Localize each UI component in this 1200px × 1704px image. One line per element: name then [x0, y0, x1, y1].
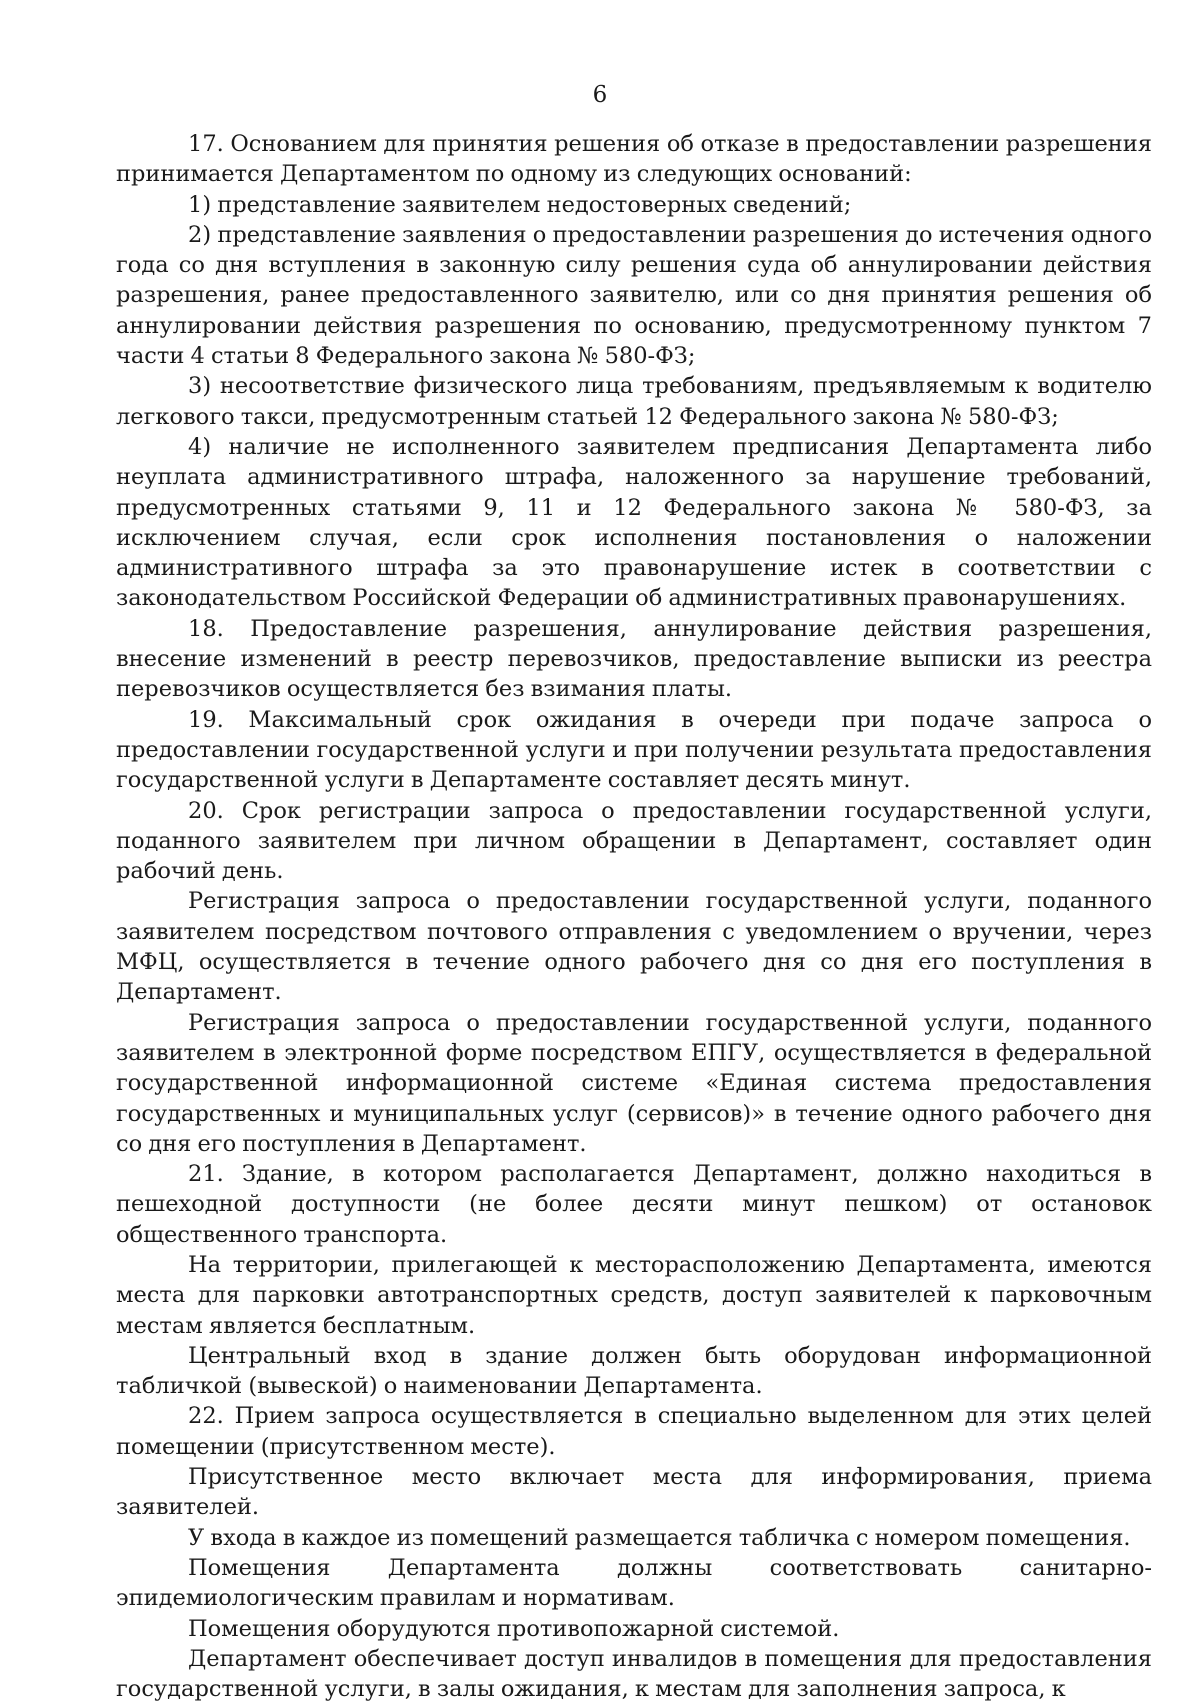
document-body — [116, 129, 1152, 1704]
paragraph-21: 21. Здание, в котором располагается Департамент, должно находиться в пешеходной доступности (не более десяти минут пешком) от остановок общественного транспорта. — [116, 1161, 1152, 1248]
page-number: 6 — [592, 82, 608, 108]
paragraph-17-intro: 17. Основанием для принятия решения об отказе в предоставлении разрешения принимается Департаментом по одному из следующих оснований: — [116, 131, 1152, 188]
paragraph-17-item-4: 4) наличие не исполненного заявителем предписания Департамента либо неуплата административного штрафа, наложенного за нарушение требований, предусмотренных статьями 9, 11 и 12 Федерального закона № 580-ФЗ, за исключением случая, если срок исполнения постановления о наложении административного штрафа за это правонарушение истек в соответствии с законодательством Российской Федерации об административных правонарушениях. — [116, 433, 1152, 612]
paragraph-18: 18. Предоставление разрешения, аннулирование действия разрешения, внесение изменений в реестр перевозчиков, предоставление выписки из реестра перевозчиков осуществляется без взимания платы. — [116, 615, 1152, 703]
paragraph-17-item-1: 1) представление заявителем недостоверных сведений; — [188, 191, 852, 218]
paragraph-22-sign: У входа в каждое из помещений размещается табличка с номером помещения. — [188, 1524, 1131, 1551]
paragraph-17-item-2: 2) представление заявления о предоставлении разрешения до истечения одного года со дня вступления в законную силу решения суда об аннулировании действия разрешения, ранее предоставленного заявителю, или со дня принятия решения об аннулировании действия разрешения по основанию, предусмотренному пунктом 7 части 4 статьи 8 Федерального закона № 580-ФЗ; — [116, 221, 1152, 370]
paragraph-22-fire: Помещения оборудуются противопожарной системой. — [188, 1615, 840, 1642]
paragraph-20-electronic: Регистрация запроса о предоставлении государственной услуги, поданного заявителем в электронной форме посредством ЕПГУ, осуществляется в федеральной государственной информационной системе «Единая система предоставления государственных и муниципальных услуг (сервисов)» в течение одного рабочего дня со дня его поступления в Департамент. — [116, 1009, 1152, 1157]
paragraph-22-sanitary: Помещения Департамента должны соответствовать санитарно-эпидемиологическим правилам и нормативам. — [116, 1554, 1152, 1612]
paragraph-20-mail: Регистрация запроса о предоставлении государственной услуги, поданного заявителем посредством почтового отправления с уведомлением о вручении, через МФЦ, осуществляется в течение одного рабочего дня со дня его поступления в Департамент. — [116, 888, 1152, 1006]
paragraph-20: 20. Срок регистрации запроса о предоставлении государственной услуги, поданного заявителем при личном обращении в Департамент, составляет один рабочий день. — [116, 797, 1152, 885]
paragraph-22: 22. Прием запроса осуществляется в специально выделенном для этих целей помещении (присутственном месте). — [116, 1403, 1152, 1460]
paragraph-19: 19. Максимальный срок ожидания в очереди при подаче запроса о предоставлении государственной услуги и при получении результата предоставления государственной услуги в Департаменте составляет десять минут. — [116, 706, 1152, 794]
paragraph-22-place: Присутственное место включает места для информирования, приема заявителей. — [116, 1464, 1152, 1521]
paragraph-22-accessibility: Департамент обеспечивает доступ инвалидов в помещения для предоставления государственной услуги, в залы ожидания, к местам для заполнения запроса, к — [116, 1645, 1152, 1703]
paragraph-17-item-3: 3) несоответствие физического лица требованиям, предъявляемым к водителю легкового такси, предусмотренным статьей 12 Федерального закона № 580-ФЗ; — [116, 373, 1152, 430]
paragraph-21-entrance: Центральный вход в здание должен быть оборудован информационной табличкой (вывеской) о наименовании Департамента. — [116, 1342, 1152, 1400]
paragraph-21-parking: На территории, прилегающей к месторасположению Департамента, имеются места для парковки автотранспортных средств, доступ заявителей к парковочным местам является бесплатным. — [116, 1251, 1152, 1339]
